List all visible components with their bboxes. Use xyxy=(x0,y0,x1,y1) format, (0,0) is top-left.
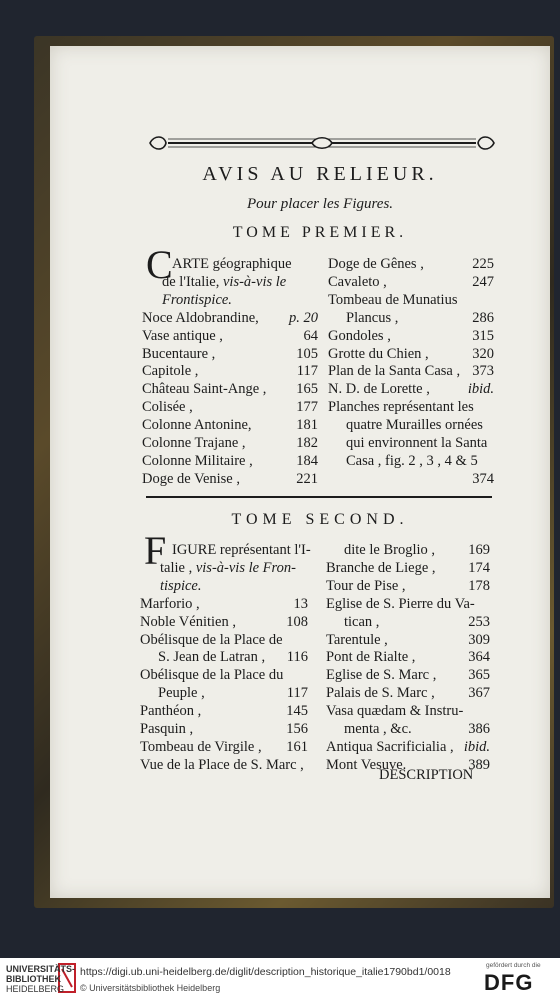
tome1-right-entry-label: quatre Murailles ornées xyxy=(346,417,483,434)
dfg-funding-note: gefördert durch die xyxy=(486,962,541,969)
tome2-right-entry xyxy=(326,739,490,757)
tome2-left-entry-label: IGURE représentant l'I- xyxy=(172,542,311,558)
tome1-right-entry xyxy=(328,381,494,399)
tome1-right-entry xyxy=(328,399,494,417)
tome2-right-entry-page: 367 xyxy=(468,685,490,702)
tome2-right-entry-label: menta , &c. xyxy=(344,721,412,737)
tome2-left-entry-page: 117 xyxy=(286,685,308,702)
page-subtitle: Pour placer les Figures. xyxy=(246,196,394,212)
tome2-left-entry-label: Panthéon , xyxy=(140,703,202,720)
tome1-right-entry-label: Cavaleto , xyxy=(328,273,387,290)
tome1-right-entry xyxy=(328,274,494,292)
tome1-left-entry xyxy=(142,363,318,381)
library-logo-line3: HEIDELBERG xyxy=(6,984,65,994)
tome2-right-entry-page: 386 xyxy=(468,721,490,737)
tome1-right-entry xyxy=(328,471,494,489)
tome2-left-entry-page: 116 xyxy=(286,649,308,666)
tome1-left-entry xyxy=(172,256,318,274)
page-title: AVIS AU RELIEUR. xyxy=(202,163,438,185)
tome2-right-entry-label: Tarentule , xyxy=(326,631,388,648)
tome2-right-entry-page: 178 xyxy=(468,577,490,594)
tome2-left-entry xyxy=(140,739,308,757)
tome1-right-entry xyxy=(328,292,494,310)
tome1-left-entry-page: 184 xyxy=(296,452,318,469)
tome2-right-entry xyxy=(344,542,490,560)
tome2-right-entry-label: Eglise de S. Pierre du Va- xyxy=(326,595,475,612)
tome2-right-entry xyxy=(326,649,490,667)
tome1-right-entry-label: Gondoles , xyxy=(328,327,391,344)
tome2-left-entry-label: S. Jean de Latran , xyxy=(158,649,266,666)
tome2-right-entry xyxy=(326,560,490,578)
tome1-right-entry-page: 225 xyxy=(472,256,494,272)
tome1-right-entry xyxy=(346,310,494,328)
tome2-right-entry xyxy=(326,667,490,685)
tome2-left-entry xyxy=(172,542,311,560)
tome1-right-entry-label: Plancus , xyxy=(346,309,399,326)
tome1-right-entry-label: Grotte du Chien , xyxy=(328,345,429,362)
tome1-right-entry-label: N. D. de Lorette , xyxy=(328,381,430,398)
tome1-left-entry-page: p. 20 xyxy=(289,309,318,326)
tome1-right-entry xyxy=(328,363,494,381)
tome1-right-entry-label: Plan de la Santa Casa , xyxy=(328,363,461,380)
tome2-right-entry-label: Pont de Rialte , xyxy=(326,649,416,666)
tome1-right-entry-page: ibid. xyxy=(467,381,494,398)
tome2-right-entry xyxy=(326,685,490,703)
tome2-right-entry xyxy=(326,578,490,596)
catchword: DESCRIPTION xyxy=(379,767,474,783)
dfg-logo: DFG xyxy=(484,970,534,995)
tome1-left-entry-page: 117 xyxy=(296,363,318,380)
tome1-left-entry-page: 221 xyxy=(296,470,318,487)
tome2-left-entry-label: Noble Vénitien , xyxy=(140,613,236,630)
tome2-right-entry-label: Vasa quædam & Instru- xyxy=(326,703,464,720)
tome1-right-entry-label: Planches représentant les xyxy=(328,399,474,416)
tome2-right-entry-page: ibid. xyxy=(463,738,490,755)
tome1-left-entry-page: 177 xyxy=(296,399,318,416)
tome1-left-entry-label: Colonne Militaire , xyxy=(142,452,253,469)
tome2-right-entry xyxy=(344,721,490,739)
tome1-left-entry-label: Vase antique , xyxy=(142,327,223,344)
tome1-right-entry-label: Doge de Gênes , xyxy=(328,256,424,272)
tome1-left-entry-label: Doge de Venise , xyxy=(142,470,240,487)
tome1-right-entry xyxy=(346,435,494,453)
section-divider xyxy=(146,496,492,498)
tome2-left-entry-page: 108 xyxy=(286,613,308,630)
tome2-right-entry xyxy=(344,614,490,632)
tome2-left-entry xyxy=(140,614,308,632)
tome2-left-entry-page: 145 xyxy=(286,703,308,720)
tome1-left-entry-label: ARTE géographique xyxy=(172,256,292,272)
tome1-right-entry xyxy=(328,328,494,346)
tome2-left-entry-label: Vue de la Place de S. Marc , xyxy=(140,756,304,773)
tome2-right-entry-label: Antiqua Sacrificialia , xyxy=(326,738,454,755)
tome1-left-entry-label: Colonne Trajane , xyxy=(142,435,246,451)
tome2-right-entry-label: tican , xyxy=(344,613,380,630)
tome1-left-entry-page: 165 xyxy=(296,381,318,398)
tome2-left-entry-label: Tombeau de Virgile , xyxy=(140,738,262,755)
tome1-dropcap: C xyxy=(146,242,173,287)
tome1-right-entry-page: 247 xyxy=(472,273,494,290)
tome1-left-entry xyxy=(142,399,318,417)
tome2-right-entry-label: Mont Vesuve. xyxy=(326,756,407,773)
tome2-left-entry-label: Peuple , xyxy=(158,685,205,702)
tome2-right-entry-page: 365 xyxy=(468,667,490,684)
tome2-right-entry-label: Palais de S. Marc , xyxy=(326,685,435,702)
tome1-title: TOME PREMIER. xyxy=(232,224,408,241)
tome1-right-entry-label: Tombeau de Munatius xyxy=(328,291,458,308)
tome1-left-entry xyxy=(142,453,318,471)
tome2-left-entry-label: Marforio , xyxy=(140,595,200,612)
tome1-left-entry xyxy=(162,274,318,292)
tome2-left-entry-label: Obélisque de la Place du xyxy=(140,667,284,684)
tome1-right-entry xyxy=(328,256,494,274)
tome1-left-entry xyxy=(142,381,318,399)
tome1-right-entry-page: 315 xyxy=(472,327,494,344)
tome1-left-entry-label: Capitole , xyxy=(142,363,199,380)
tome2-left-entry xyxy=(140,757,308,775)
tome1-right-entry-label: qui environnent la Santa xyxy=(346,435,488,451)
tome2-left-entry xyxy=(140,703,308,721)
tome2-right-entry-page: 174 xyxy=(468,559,490,576)
tome2-right-entry xyxy=(326,632,490,650)
tome1-left-entry xyxy=(142,417,318,435)
tome1-left-entry-page: 64 xyxy=(303,327,318,344)
tome2-left-entry-label: Pasquin , xyxy=(140,721,194,737)
tome2-right-entry-page: 389 xyxy=(468,756,490,773)
permalink-url[interactable]: https://digi.ub.uni-heidelberg.de/diglit/description_historique_italie1790bd1/0018 xyxy=(80,966,451,978)
tome2-right-entry-page: 169 xyxy=(468,542,490,558)
tome2-left-entry-page: 13 xyxy=(293,595,308,612)
tome1-right-entry-page: 374 xyxy=(472,470,494,487)
tome2-right-entry-label: Eglise de S. Marc , xyxy=(326,667,437,684)
tome2-right-entry-page: 309 xyxy=(468,631,490,648)
tome2-right-entry xyxy=(326,703,490,721)
tome2-right-entry-page: 253 xyxy=(468,613,490,630)
tome1-left-entry xyxy=(142,328,318,346)
library-logo-line2: BIBLIOTHEK xyxy=(6,974,61,984)
tome2-left-entry xyxy=(158,685,308,703)
tome2-right-entry-label: Tour de Pise , xyxy=(326,577,406,594)
tome1-right-entry-label: Casa , fig. 2 , 3 , 4 & 5 xyxy=(346,452,478,469)
tome2-left-entry xyxy=(160,560,308,578)
tome1-right-entry xyxy=(346,417,494,435)
tome2-title: TOME SECOND. xyxy=(231,511,409,528)
tome1-left-entry xyxy=(142,310,318,328)
tome2-left-entry-label: Obélisque de la Place de xyxy=(140,631,283,648)
tome1-left-entry xyxy=(142,471,318,489)
tome2-right-entry xyxy=(326,596,490,614)
tome1-left-entry-label: Château Saint-Ange , xyxy=(142,381,267,398)
library-logo-line1: UNIVERSITÄTS- xyxy=(6,964,76,974)
tome1-right-entry-page: 286 xyxy=(472,309,494,326)
tome1-left-entry-label: Bucentaure , xyxy=(142,345,216,362)
tome1-right-entry-page: 320 xyxy=(472,345,494,362)
tome1-left-entry-page: 105 xyxy=(296,345,318,362)
tome2-left-entry-page: 161 xyxy=(286,738,308,755)
tome2-dropcap: F xyxy=(144,528,167,573)
tome1-left-entry-label: Colisée , xyxy=(142,399,193,416)
tome1-left-entry xyxy=(142,346,318,364)
tome2-left-entry-page: 156 xyxy=(286,721,308,737)
tome2-right-entry-page: 364 xyxy=(468,649,490,666)
tome1-left-entry xyxy=(162,292,318,310)
tome2-left-entry-label: talie , vis-à-vis le Fron- xyxy=(160,559,296,576)
tome1-left-entry-page: 181 xyxy=(296,417,318,434)
tome2-left-entry xyxy=(140,667,308,685)
tome2-left-entry xyxy=(140,596,308,614)
tome1-right-entry-page: 373 xyxy=(472,363,494,380)
tome1-left-entry-page: 182 xyxy=(296,435,318,451)
tome1-right-entry xyxy=(328,346,494,364)
tome2-right-entry-label: dite le Broglio , xyxy=(344,542,436,558)
tome2-right-entry-label: Branche de Liege , xyxy=(326,559,436,576)
ornament-band xyxy=(148,134,496,152)
tome2-left-entry xyxy=(140,721,308,739)
tome1-left-entry-label: Colonne Antonine, xyxy=(142,417,252,434)
tome1-left-entry xyxy=(142,435,318,453)
tome1-left-entry-label: Frontispice. xyxy=(162,291,232,308)
tome1-left-entry-label: de l'Italie, vis-à-vis le xyxy=(162,273,287,290)
tome1-left-entry-label: Noce Aldobrandine, xyxy=(142,309,259,326)
tome2-left-entry xyxy=(140,632,308,650)
copyright-text: © Universitätsbibliothek Heidelberg xyxy=(80,983,221,993)
tome2-left-entry xyxy=(158,649,308,667)
tome1-right-entry xyxy=(346,453,494,471)
tome2-left-entry-label: tispice. xyxy=(160,577,202,594)
tome2-left-entry xyxy=(160,578,308,596)
